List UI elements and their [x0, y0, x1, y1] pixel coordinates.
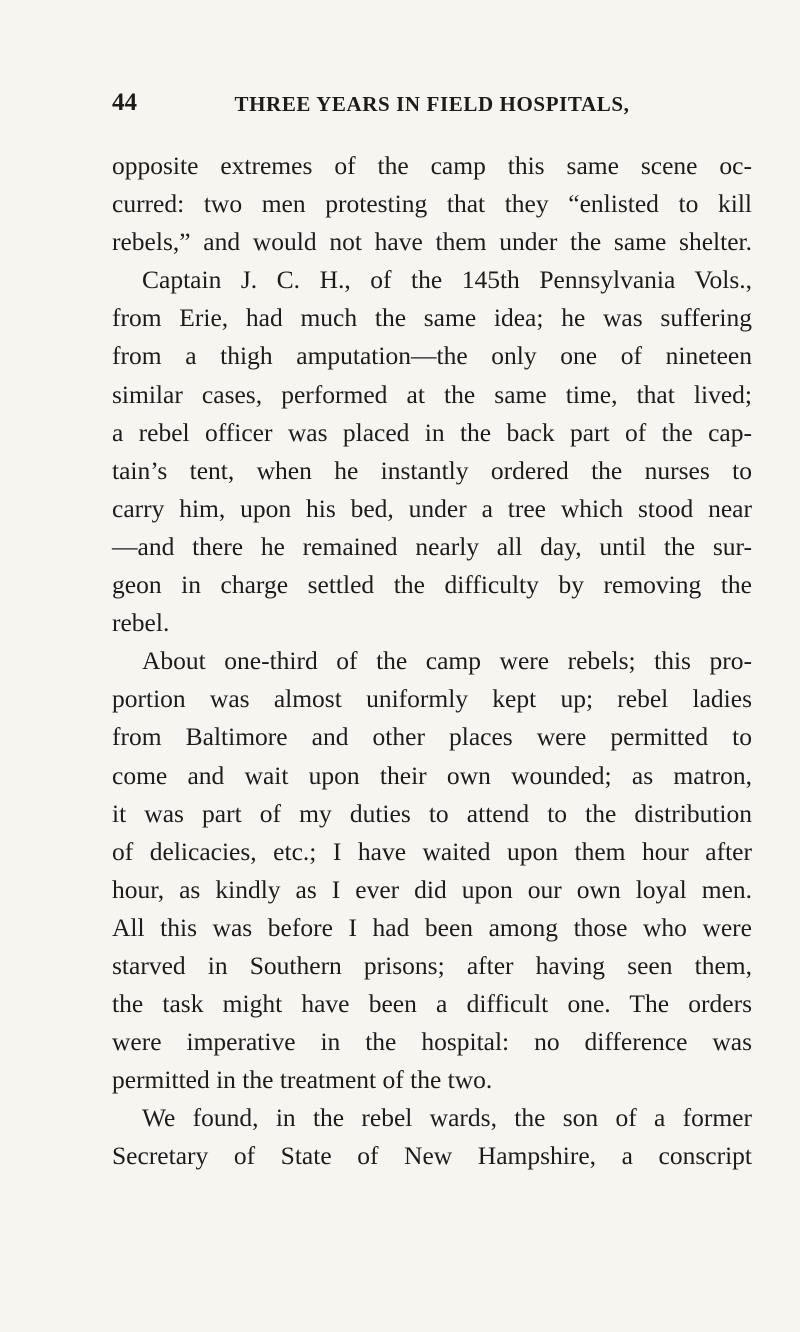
- text-line: Secretary of State of New Hampshire, a conscript: [112, 1141, 752, 1171]
- text-line: starved in Southern prisons; after having seen them,: [112, 950, 752, 980]
- text-line: it was part of my duties to attend to the distribution: [112, 798, 752, 828]
- text-line: of delicacies, etc.; I have waited upon them hour after: [112, 836, 752, 866]
- text-line: rebels,” and would not have them under the same shelter.: [112, 227, 752, 257]
- text-line: similar cases, performed at the same time, that lived;: [112, 379, 752, 409]
- text-line: permitted in the treatment of the two.: [112, 1065, 493, 1095]
- text-line: come and wait upon their own wounded; as matron,: [112, 760, 752, 790]
- text-line: portion was almost uniformly kept up; rebel ladies: [112, 684, 752, 714]
- text-line: —and there he remained nearly all day, until the sur-: [112, 531, 752, 561]
- text-line: Captain J. C. H., of the 145th Pennsylvania Vols.,: [142, 265, 752, 295]
- text-line: curred: two men protesting that they “enlisted to kill: [112, 189, 752, 219]
- text-line: hour, as kindly as I ever did upon our own loyal men.: [112, 874, 752, 904]
- text-line: geon in charge settled the difficulty by removing the: [112, 570, 752, 600]
- text-line: from Baltimore and other places were permitted to: [112, 722, 752, 752]
- body-text: [112, 147, 752, 1176]
- text-line: tain’s tent, when he instantly ordered the nurses to: [112, 455, 752, 485]
- text-line: opposite extremes of the camp this same scene oc-: [112, 151, 752, 180]
- text-line: About one-third of the camp were rebels; this pro-: [142, 646, 752, 676]
- text-line: rebel.: [112, 608, 170, 638]
- page-header: [112, 88, 752, 118]
- text-line: We found, in the rebel wards, the son of a former: [142, 1103, 752, 1133]
- text-line: from Erie, had much the same idea; he was suffering: [112, 303, 752, 333]
- text-line: the task might have been a difficult one. The orders: [112, 989, 752, 1019]
- page-number: 44: [112, 89, 137, 116]
- running-head: THREE YEARS IN FIELD HOSPITALS,: [234, 92, 630, 116]
- text-line: from a thigh amputation—the only one of nineteen: [112, 341, 752, 371]
- text-line: a rebel officer was placed in the back part of the cap-: [112, 417, 752, 447]
- text-line: were imperative in the hospital: no difference was: [112, 1027, 752, 1057]
- text-line: carry him, upon his bed, under a tree which stood near: [112, 493, 752, 523]
- text-line: All this was before I had been among those who were: [112, 912, 752, 942]
